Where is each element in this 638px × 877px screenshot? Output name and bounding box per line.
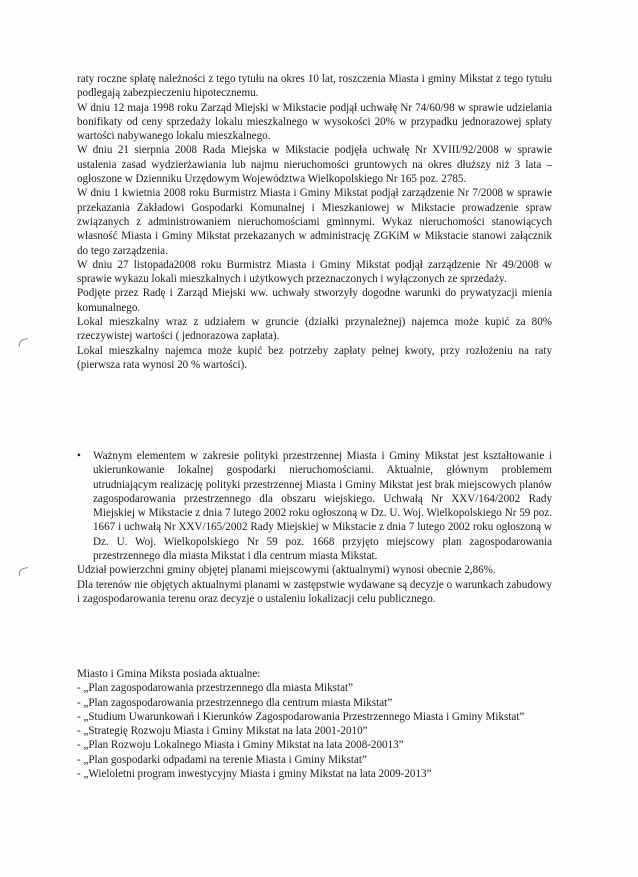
- spatial-policy-section: [77, 449, 552, 606]
- paragraph-zoning-decisions: Dla terenów nie objętych aktualnymi planami w zastępstwie wydawane są decyzje o warunkach zabudowy i zagospodarowania terenu oraz decyzje o ustaleniu lokalizacji celu publicznego.: [77, 578, 552, 605]
- margin-pen-mark: [17, 567, 29, 576]
- documents-section: [77, 667, 552, 781]
- documents-intro: Miasto i Gmina Miksta posiada aktualne:: [77, 668, 261, 680]
- list-item: - „Studium Uwarunkowań i Kierunków Zagospodarowania Przestrzennego Miasta i Gminy Mikstat”: [77, 710, 525, 723]
- list-item: - „Plan zagospodarowania przestrzennego dla miasta Mikstat”: [77, 682, 354, 695]
- list-item: - „Plan Rozwoju Lokalnego Miasta i Gminy Mikstat na lata 2008-20013”: [77, 739, 404, 752]
- list-item: - „Strategię Rozwoju Miasta i Gminy Mikstat na lata 2001-2010”: [77, 725, 368, 738]
- bullet-marker: •: [77, 450, 81, 462]
- paragraph-spatial-policy-text: Ważnym elementem w zakresie polityki przestrzennej Miasta i Gminy Mikstat jest kształtowanie i ukierunkowanie lokalnej gospodarki nieruchomościami. Aktualnie, głównym problemem utrudniającym realizację polityki przestrzennej Miasta i Gminy Mikstat jest brak miejscowych planów zagospodarowania przestrzennego dla obszaru wiejskiego. Uchwałą Nr XXV/164/2002 Rady Miejskiej w Mikstacie z dnia 7 lutego 2002 roku ogłoszoną w Dz. U. Woj. Wielkopolskiego Nr 59 poz. 1667 i uchwałą Nr XXV/165/2002 Rady Miejskiej w Mikstacie z dnia 7 lutego 2002 roku ogłoszoną w Dz. U. Woj. Wielkopolskiego Nr 59 poz. 1668 przyjęto miejscowy plan zagospodarowania przestrzennego dla miasta Mikstat i dla centrum miasta Mikstat.: [93, 450, 552, 563]
- paragraph-installment-claims: raty roczne spłatę należności z tego tytułu na okres 10 lat, roszczenia Miasta i gminy Mikstat z tego tytułu podlegają zabezpieczeniu hipotecznemu.: [77, 73, 552, 100]
- paragraph-plan-coverage: Udział powierzchni gminy objętej planami miejscowymi (aktualnymi) wynosi obecnie 2,86%.: [77, 564, 496, 577]
- documents-list: [77, 681, 552, 781]
- paragraph-resolution-1998: W dniu 12 maja 1998 roku Zarząd Miejski w Mikstacie podjął uchwałę Nr 74/60/98 w sprawie udzielania bonifikaty od ceny sprzedaży lokalu mieszkalnego w wysokości 20% w przypadku jednorazowej spłaty wartości nabywanego lokalu mieszkalnego.: [77, 101, 552, 143]
- paragraph-purchase-installments: Lokal mieszkalny najemca może kupić bez potrzeby zapłaty pełnej kwoty, przy rozłożeniu na raty (pierwsza rata wynosi 20 % wartości).: [77, 344, 552, 371]
- paragraph-purchase-discount: Lokal mieszkalny wraz z udziałem w gruncie (działki przynależnej) najemca może kupić za 80% rzeczywistej wartości ( jednorazowa zapłata).: [77, 316, 552, 343]
- list-item: - „Plan gospodarki odpadami na terenie Miasta i Gminy Mikstat”: [77, 753, 367, 766]
- property-sale-section: [77, 72, 552, 372]
- paragraph-privatization-conditions: Podjęte przez Radę i Zarząd Miejski ww. uchwały stworzyły dogodne warunki do prywatyzacji mienia komunalnego.: [77, 287, 552, 314]
- list-item: - „Wieloletni program inwestycyjny Miasta i gminy Mikstat na lata 2009-2013”: [77, 768, 432, 781]
- paragraph-resolution-2008-august: W dniu 21 sierpnia 2008 Rada Miejska w Mikstacie podjęła uchwałę Nr XVIII/92/2008 w sprawie ustalenia zasad wydzierżawiania lub najmu nieruchomości gruntowych na okres dłuższy niż 3 lata – ogłoszone w Dzienniku Urzędowym Województwa Wielkopolskiego Nr 165 poz. 2785.: [77, 144, 552, 186]
- margin-pen-mark: [17, 338, 29, 347]
- list-item: - „Plan zagospodarowania przestrzennego dla centrum miasta Mikstat”: [77, 696, 393, 709]
- paragraph-ordinance-april-2008: W dniu 1 kwietnia 2008 roku Burmistrz Miasta i Gminy Mikstat podjął zarządzenie Nr 7/2008 w sprawie przekazania Zakładowi Gospodarki Komunalnej i Mieszkaniowej w Mikstacie prowadzenie spraw związanych z administrowaniem nieruchomościami gminnymi. Wykaz nieruchomości stanowiących własność Miasta i Gminy Mikstat przekazanych w administrację ZGKiM w Mikstacie stanowi załącznik do tego zarządzenia.: [77, 187, 552, 257]
- paragraph-spatial-policy: [77, 449, 552, 563]
- paragraph-ordinance-november-2008: W dniu 27 listopada2008 roku Burmistrz Miasta i Gminy Mikstat podjął zarządzenie Nr 49/2008 w sprawie wykazu lokali mieszkalnych i użytkowych przeznaczonych i wyłączonych ze sprzedaży.: [77, 258, 552, 286]
